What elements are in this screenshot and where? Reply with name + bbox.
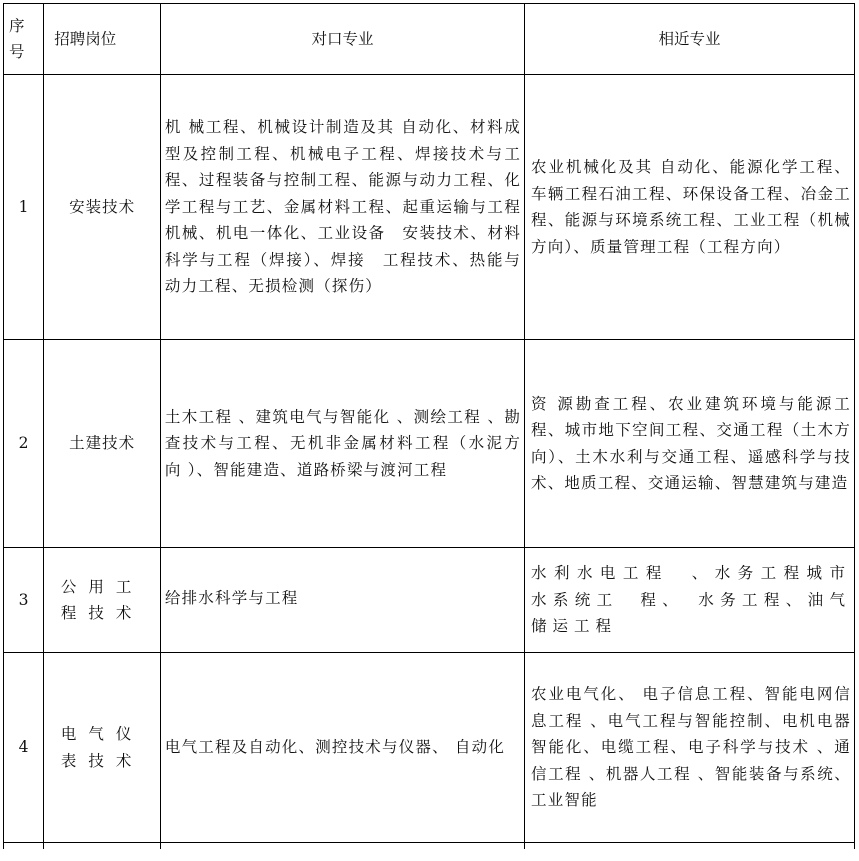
table-row: [4, 653, 855, 843]
table-header-row: [4, 4, 855, 75]
header-index: 序号: [4, 4, 44, 75]
table-row-continued: [4, 843, 855, 850]
table-row: [4, 548, 855, 653]
row-position: 公用工程技术: [44, 548, 161, 653]
row-index: 1: [4, 75, 44, 340]
row-index: 3: [4, 548, 44, 653]
stub-cell: [160, 843, 524, 850]
row-direct-major: 给排水科学与工程: [160, 548, 524, 653]
row-index: 2: [4, 340, 44, 548]
row-related-major: 农业机械化及其 自动化、能源化学工程、车辆工程石油工程、环保设备工程、冶金工程、能源与环境系统工程、工业工程（机械方向）、质量管理工程（工程方向）: [525, 75, 855, 340]
row-direct-major: 机 械工程、机械设计制造及其 自动化、材料成型及控制工程、机械电子工程、焊接技术与工程、过程装备与控制工程、能源与动力工程、化学工程与工艺、金属材料工程、起重运输与工程机械、机电一体化、工业设备 安装技术、材料科学与工程（焊接）、焊接 工程技术、热能与动力工程、无损检测（探伤）: [160, 75, 524, 340]
row-position: 安装技术: [44, 75, 161, 340]
table-row: [4, 75, 855, 340]
row-direct-major: 土木工程 、建筑电气与智能化 、测绘工程 、勘 查技术与工程、无机非金属材料工程（水泥方 向 ）、智能建造、道路桥梁与渡河工程: [160, 340, 524, 548]
stub-cell: [525, 843, 855, 850]
row-direct-major: 电气工程及自动化、测控技术与仪器、 自动化: [160, 653, 524, 843]
stub-cell: [4, 843, 44, 850]
recruitment-table: [3, 3, 855, 849]
header-direct-major: 对口专业: [160, 4, 524, 75]
row-index: 4: [4, 653, 44, 843]
row-position: 土建技术: [44, 340, 161, 548]
row-related-major: 水利水电工程 、水务工程城市水系统工 程、 水务工程、油气储运工程: [525, 548, 855, 653]
row-position: 电气仪表技术: [44, 653, 161, 843]
row-related-major: 资 源勘查工程、农业建筑环境与能源工程、城市地下空间工程、交通工程（土木方向）、土木水利与交通工程、遥感科学与技术、地质工程、交通运输、智慧建筑与建造: [525, 340, 855, 548]
stub-cell: [44, 843, 161, 850]
table-row: [4, 340, 855, 548]
row-related-major: 农业电气化、 电子信息工程、智能电网信 息工程 、电气工程与智能控制、电机电器 智能化、电缆工程、电子科学与技术 、通 信工程 、机器人工程 、智能装备与系统、 工业智能: [525, 653, 855, 843]
header-position: 招聘岗位: [44, 4, 161, 75]
header-related-major: 相近专业: [525, 4, 855, 75]
